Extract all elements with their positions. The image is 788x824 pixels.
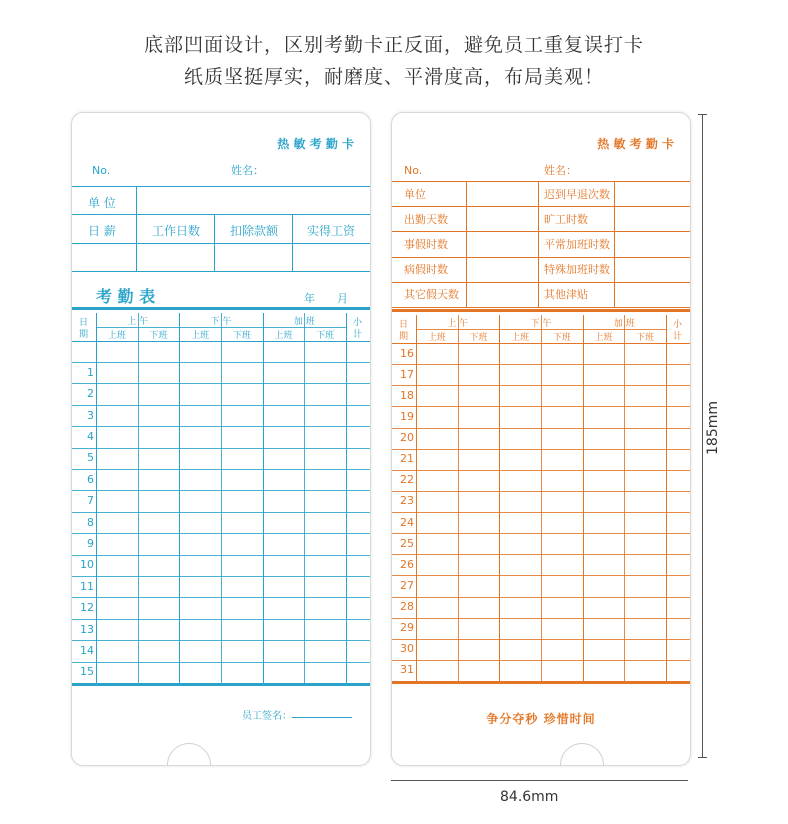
height-dimension-tick: [698, 757, 707, 758]
off-duty-header: 下班: [232, 331, 251, 341]
day-number: 31: [400, 663, 414, 677]
grid-line: [179, 313, 180, 683]
front-attendance-grid: [72, 313, 370, 683]
day-number: 17: [400, 367, 414, 381]
grid-line: [72, 490, 370, 491]
off-duty-header: 下班: [149, 331, 168, 341]
caption-line-2: 纸质坚挺厚实，耐磨度、平滑度高，布局美观！: [183, 66, 604, 88]
height-dimension-line: [702, 114, 703, 758]
info-grid-line: [614, 181, 615, 307]
grid-line: [392, 618, 690, 619]
info-label: 其他津贴: [544, 288, 588, 302]
back-info-grid: [392, 181, 690, 307]
grid-line: [392, 575, 690, 576]
back-name-label: 姓名：: [544, 164, 577, 177]
on-duty-header: 上班: [511, 333, 530, 343]
signature-line[interactable]: [292, 717, 352, 718]
front-no-label: No.: [92, 164, 111, 177]
grid-line: [392, 449, 690, 450]
day-number: 24: [400, 515, 414, 529]
grid-line: [72, 597, 370, 598]
info-grid-line: [392, 181, 690, 182]
grid-line: [72, 383, 370, 384]
subtotal-header: 计: [673, 332, 683, 342]
info-grid-line: [392, 231, 690, 232]
grid-line: [72, 640, 370, 641]
day-number: 10: [80, 558, 94, 572]
grid-line: [72, 576, 370, 577]
front-deduction-label: 扣除款额: [230, 224, 279, 238]
info-label: 病假时数: [404, 263, 448, 277]
date-header: 日: [79, 318, 89, 328]
info-grid-line: [392, 307, 690, 308]
info-label: 平常加班时数: [544, 238, 610, 251]
front-sheet-title: 考 勤 表: [96, 287, 156, 306]
info-grid-line: [392, 282, 690, 283]
grid-line: [416, 315, 417, 681]
grid-line: [392, 554, 690, 555]
day-number: 16: [400, 346, 414, 360]
day-number: 6: [87, 472, 94, 486]
grid-line: [72, 619, 370, 620]
grid-line: [72, 662, 370, 663]
grid-line: [392, 597, 690, 598]
day-number: 13: [80, 622, 94, 636]
subtotal-header: 小: [353, 318, 363, 328]
day-number: 9: [87, 536, 94, 550]
front-unit-label: 单 位: [88, 196, 116, 210]
day-number: 29: [400, 621, 414, 635]
day-number: 1: [87, 365, 94, 379]
day-number: 15: [80, 665, 94, 679]
info-label: 出勤天数: [404, 212, 448, 226]
grid-line: [392, 385, 690, 386]
front-card: [71, 112, 371, 766]
day-number: 30: [400, 642, 414, 656]
grid-line: [392, 660, 690, 661]
width-dimension-label: 84.6mm: [500, 789, 559, 805]
front-month-label: 月: [337, 292, 348, 305]
front-name-label: 姓名：: [231, 164, 264, 177]
grid-line: [263, 313, 264, 683]
date-header: 期: [399, 332, 409, 342]
info-label: 事假时数: [404, 238, 448, 251]
height-dimension-tick: [698, 114, 707, 115]
grid-line: [221, 313, 222, 683]
info-label: 特殊加班时数: [544, 263, 610, 277]
day-number: 8: [87, 515, 94, 529]
day-number: 11: [80, 579, 94, 593]
on-duty-header: 上班: [191, 331, 210, 341]
day-number: 21: [400, 452, 414, 466]
grid-line: [392, 512, 690, 513]
grid-line: [392, 364, 690, 365]
grid-line: [541, 315, 542, 681]
grid-line: [72, 448, 370, 449]
front-title: 热 敏 考 勤 卡: [277, 137, 354, 151]
info-label: 单位: [404, 187, 426, 201]
info-label: 其它假天数: [404, 288, 459, 302]
grid-line: [458, 315, 459, 681]
day-number: 14: [80, 643, 94, 657]
grid-line: [138, 313, 139, 683]
grid-line: [72, 469, 370, 470]
subtotal-header: 小: [673, 320, 683, 330]
grid-line: [392, 491, 690, 492]
grid-line: [499, 315, 500, 681]
grid-line: [72, 405, 370, 406]
day-number: 19: [400, 409, 414, 423]
grid-line: [72, 362, 370, 363]
grid-line: [346, 313, 347, 683]
grid-line: [304, 313, 305, 683]
morning-header: 上 午: [447, 319, 469, 329]
day-number: 28: [400, 600, 414, 614]
card-notch: [560, 743, 604, 766]
info-grid-line: [538, 181, 539, 307]
grid-line: [72, 426, 370, 427]
info-label: 迟到早退次数: [544, 187, 610, 201]
on-duty-header: 上班: [107, 331, 126, 341]
front-actual-pay-label: 实得工资: [307, 224, 356, 238]
grid-line: [72, 512, 370, 513]
width-dimension-line: [391, 780, 688, 781]
day-number: 18: [400, 388, 414, 402]
day-number: 2: [87, 387, 94, 401]
grid-line: [392, 428, 690, 429]
day-number: 12: [80, 601, 94, 615]
info-grid-line: [466, 181, 467, 307]
info-grid-line: [392, 206, 690, 207]
day-number: 3: [87, 408, 94, 422]
afternoon-header: 下 午: [530, 319, 552, 329]
grid-line: [72, 341, 370, 342]
day-number: 23: [400, 494, 414, 508]
grid-line: [392, 406, 690, 407]
grid-line: [624, 315, 625, 681]
off-duty-header: 下班: [469, 333, 488, 343]
info-label: 旷工时数: [544, 212, 588, 226]
off-duty-header: 下班: [636, 333, 655, 343]
back-card: [391, 112, 691, 766]
front-workdays-label: 工作日数: [152, 224, 201, 238]
on-duty-header: 上班: [427, 333, 446, 343]
grid-line: [392, 639, 690, 640]
day-number: 7: [87, 494, 94, 508]
on-duty-header: 上班: [274, 331, 293, 341]
card-notch: [167, 743, 211, 766]
grid-line: [392, 533, 690, 534]
day-number: 26: [400, 557, 414, 571]
date-header: 日: [399, 320, 409, 330]
morning-header: 上 午: [127, 317, 149, 327]
day-number: 4: [87, 429, 94, 443]
off-duty-header: 下班: [316, 331, 335, 341]
grid-line: [666, 315, 667, 681]
day-number: 27: [400, 578, 414, 592]
grid-line: [72, 533, 370, 534]
grid-line: [583, 315, 584, 681]
front-salary-label: 日 薪: [88, 224, 116, 238]
day-number: 5: [87, 451, 94, 465]
subtotal-header: 计: [353, 330, 363, 340]
grid-line: [72, 555, 370, 556]
grid-line: [392, 470, 690, 471]
front-year-label: 年: [304, 292, 315, 305]
day-number: 20: [400, 431, 414, 445]
back-attendance-grid: [392, 315, 690, 681]
day-number: 25: [400, 536, 414, 550]
afternoon-header: 下 午: [210, 317, 232, 327]
back-no-label: No.: [404, 164, 423, 177]
on-duty-header: 上班: [594, 333, 613, 343]
grid-line: [96, 313, 97, 683]
info-grid-line: [392, 257, 690, 258]
grid-line: [392, 343, 690, 344]
overtime-header: 加 班: [293, 317, 315, 327]
back-title: 热 敏 考 勤 卡: [597, 137, 674, 151]
date-header: 期: [79, 330, 89, 340]
overtime-header: 加 班: [613, 319, 635, 329]
day-number: 22: [400, 473, 414, 487]
height-dimension-label: 185mm: [705, 401, 721, 455]
signature-label: 员工签名：: [242, 711, 292, 722]
back-slogan: 争分夺秒 珍惜时间: [486, 712, 596, 726]
off-duty-header: 下班: [552, 333, 571, 343]
caption-line-1: 底部凹面设计，区别考勤卡正反面，避免员工重复误打卡: [143, 34, 644, 56]
